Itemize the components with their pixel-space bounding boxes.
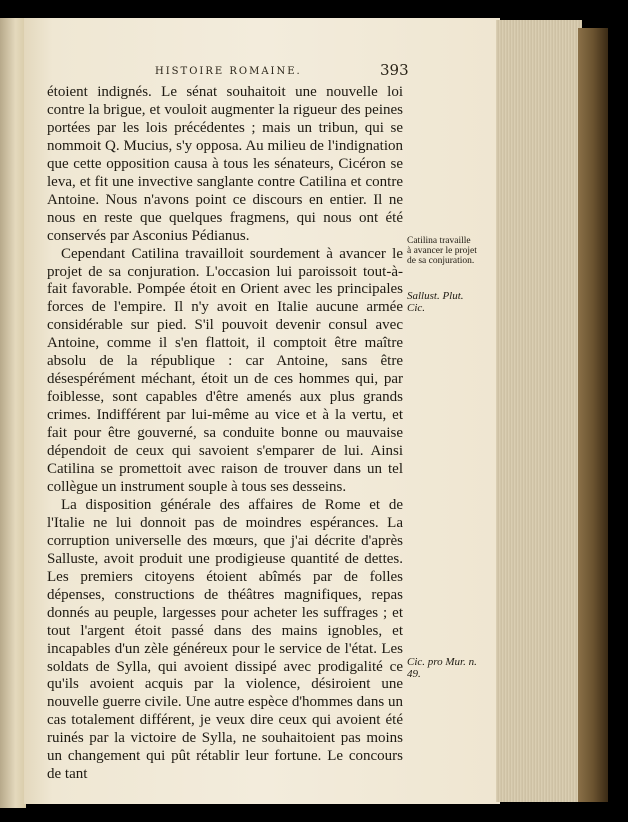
paragraph: La disposition générale des affaires de Rome et de l'Italie ne lui donnoit pas de moindres espérances. La corruption universelle des mœurs, que j'ai décrite d'après Salluste, avoit produit une prodigieuse quantité de dettes. Les premiers citoyens étoient abîmés par de folles dépenses, constructions de théâtres magnifiques, repas donnés au peuple, largesses pour acheter les suffrages ; et tout l'argent étoit passé dans des mains ignobles, et incapables d'un zèle généreux pour le service de l'état. Les soldats de Sylla, qui avoient dissipé avec prodigalité ce qu'ils avoient acquis par la violence, désiroient une nouvelle guerre civile. Une autre espèce d'hommes dans un cas totalement différent, je veux dire ceux qui avoient été ruinés par la victoire de Sylla, ne souhaitoient pas moins un changement qui pût rétablir leur fortune. Le concours de tant (47, 496, 403, 783)
paragraph: Cependant Catilina travailloit sourdement à avancer le projet de sa conjuration. L'occasion lui paroissoit tout-à-fait favorable. Pompée étoit en Orient avec les principales forces de l'empire. Il n'y avoit en Italie aucune armée considérable sur pied. S'il pouvoit devenir consul avec Antoine, comme il s'en flattoit, il comptoit être maître absolu de la république : car Antoine, sans être désespérément méchant, étoit un de ces hommes qui, par foiblesse, sont capables d'être amenés aux plus grands crimes. Indifférent par lui-même au vice et à la vertu, et fait pour être gouverné, sa conduite bonne ou mauvaise dépendoit de ceux qui savoient s'emparer de lui. Ainsi Catilina se promettoit avec raison de trouver dans un tel collègue un instrument souple à tous ses desseins. (47, 245, 403, 495)
running-head: HISTOIRE ROMAINE. (155, 66, 302, 77)
page-edges (496, 20, 582, 802)
paragraph: étoient indignés. Le sénat souhaitoit une nouvelle loi contre la brigue, et vouloit augmenter la rigueur des peines portées par les lois précédentes ; mais un tribun, qui se nommoit Q. Mucius, s'y opposa. Au milieu de l'indignation que cette opposition causa à tous les sénateurs, Cicéron se leva, et fit une invective sanglante contre Catilina et contre Antoine. Nous n'avons point ce discours en entier. Il ne nous en reste que quelques fragmens, qui nous ont été conservés par Asconius Pédianus. (47, 84, 403, 244)
book-cover-edge (578, 28, 608, 802)
page-number: 393 (380, 61, 409, 79)
facing-page-edge (0, 18, 26, 808)
body-text (47, 84, 403, 784)
margin-note-sources: Sallust. Plut. Cic. (407, 290, 464, 314)
margin-note-cicero: Cic. pro Mur. n. 49. (407, 656, 477, 680)
margin-note-conjuration: Catilina travaille à avancer le projet de sa conjuration. (407, 236, 477, 266)
